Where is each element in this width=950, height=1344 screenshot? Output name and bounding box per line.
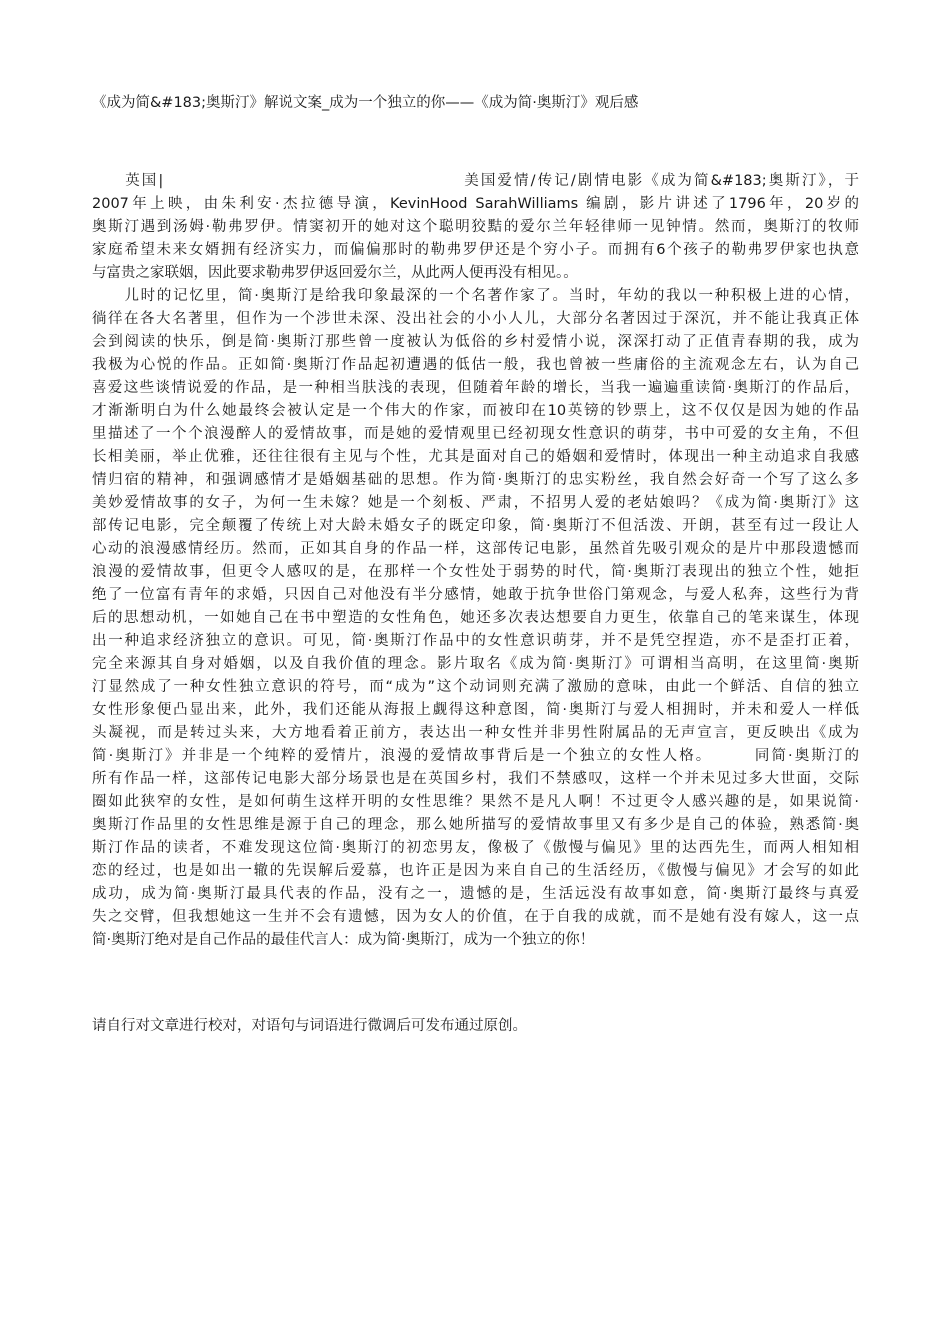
article-line: 长相美丽，举止优雅，还往往很有主见与个性，尤其是面对自己的婚姻和爱情时，体现出一种主动追求自我感	[92, 449, 859, 465]
article-line: 我极为心悦的作品。正如简·奥斯汀作品起初遭遇的低估一般，我也曾被一些庸俗的主流观念左右，认为自己	[92, 357, 859, 373]
article-line: 奥斯汀遇到汤姆·勒弗罗伊。情窦初开的她对这个聪明狡黠的爱尔兰年轻律师一见钟情。然而，奥斯汀的牧师	[92, 219, 859, 235]
article-line: 奥斯汀作品里的女性思维是源于自己的理念，那么她所描写的爱情故事里又有多少是自己的体验，熟悉简·奥	[92, 817, 859, 833]
article-line: 完全来源其自身对婚姻，以及自我价值的理念。影片取名《成为简·奥斯汀》可谓相当高明，在这里简·奥斯	[92, 656, 859, 672]
article-line: 成功，成为简·奥斯汀最具代表的作品，没有之一，遗憾的是，生活远没有故事如意，简·奥斯汀最终与真爱	[92, 886, 859, 902]
article-line: 情归宿的精神，和强调感情才是婚姻基础的思想。作为简·奥斯汀的忠实粉丝，我自然会好奇一个写了这么多	[92, 472, 859, 488]
article-line: 家庭希望未来女婿拥有经济实力，而偏偏那时的勒弗罗伊还是个穷小子。而拥有6个孩子的勒弗罗伊家也执意	[92, 242, 859, 258]
article-line: 喜爱这些谈情说爱的作品，是一种相当肤浅的表现，但随着年龄的增长，当我一遍遍重读简·奥斯汀的作品后，	[92, 380, 859, 396]
article-line: 心动的浪漫感情经历。然而，正如其自身的作品一样，这部传记电影，虽然首先吸引观众的是片中那段遗憾而	[92, 541, 859, 557]
article-line: 恋的经过，也是如出一辙的先误解后爱慕，也许正是因为来自自己的生活经历，《傲慢与偏见》才会写的如此	[92, 863, 859, 879]
document-title: 《成为简&#183;奥斯汀》解说文案_成为一个独立的你——《成为简·奥斯汀》观后感	[92, 95, 639, 111]
article-line: 绝了一位富有青年的求婚，只因自己对他没有半分感情，她敢于抗争世俗门第观念，与爱人私奔，这些行为背	[92, 587, 859, 603]
article-line: 出一种追求经济独立的意识。可见，简·奥斯汀作品中的女性意识萌芽，并不是凭空捏造，亦不是歪打正着，	[92, 633, 859, 649]
article-body	[92, 170, 859, 952]
article-line: 头凝视，而是转过头来，大方地看着正前方，表达出一种女性并非男性附属品的无声宣言，更反映出《成为	[92, 725, 859, 741]
article-line: 斯汀作品的读者，不难发现这位简·奥斯汀的初恋男友，像极了《傲慢与偏见》里的达西先生，而两人相知相	[92, 840, 859, 856]
article-line: 徜徉在各大名著里，但作为一个涉世未深、没出社会的小小人儿，大部分名著因过于深沉，并不能让我真正体	[92, 311, 859, 327]
article-line: 失之交臂，但我想她这一生并不会有遗憾，因为女人的价值，在于自我的成就，而不是她有没有嫁人，这一点	[92, 909, 859, 925]
article-line: 简·奥斯汀》并非是一个纯粹的爱情片，浪漫的爱情故事背后是一个独立的女性人格。 同简·奥斯汀的	[92, 748, 859, 764]
article-line: 所有作品一样，这部传记电影大部分场景也是在英国乡村，我们不禁感叹，这样一个并未见过多大世面，交际	[92, 771, 859, 787]
article-line: 美妙爱情故事的女子，为何一生未嫁？她是一个刻板、严肃，不招男人爱的老姑娘吗？《成为简·奥斯汀》这	[92, 495, 859, 511]
article-line: 简·奥斯汀绝对是自己作品的最佳代言人：成为简·奥斯汀，成为一个独立的你！	[92, 932, 595, 948]
article-line: 部传记电影，完全颠覆了传统上对大龄未婚女子的既定印象，简·奥斯汀不但活泼、开朗，甚至有过一段让人	[92, 518, 859, 534]
article-line: 2007年上映，由朱利安·杰拉德导演，KevinHood SarahWilliams 编剧，影片讲述了1796年，20岁的	[92, 196, 859, 212]
article-line: 会到阅读的快乐，倒是简·奥斯汀那些曾一度被认为低俗的乡村爱情小说，深深打动了正值青春期的我，成为	[92, 334, 859, 350]
article-line: 后的思想动机，一如她自己在书中塑造的女性角色，她还多次表达想要自力更生，依靠自己的笔来谋生，体现	[92, 610, 859, 626]
article-line: 与富贵之家联姻，因此要求勒弗罗伊返回爱尔兰，从此两人便再没有相见。。	[92, 265, 578, 281]
footer-note: 请自行对文章进行校对，对语句与词语进行微调后可发布通过原创。	[92, 1018, 527, 1034]
article-line: 才渐渐明白为什么她最终会被认定是一个伟大的作家，而被印在10英镑的钞票上，这不仅仅是因为她的作品	[92, 403, 859, 419]
article-line: 里描述了一个个浪漫醉人的爱情故事，而是她的爱情观里已经初现女性意识的萌芽，书中可爱的女主角，不但	[92, 426, 859, 442]
article-line: 英国| 美国爱情/传记/剧情电影《成为简&#183;奥斯汀》，于	[92, 173, 859, 189]
article-line: 女性形象便凸显出来，此外，我们还能从海报上觑得这种意图，简·奥斯汀与爱人相拥时，并未和爱人一样低	[92, 702, 859, 718]
article-line: 汀显然成了一种女性独立意识的符号，而“成为”这个动词则充满了激励的意味，由此一个鲜活、自信的独立	[92, 679, 859, 695]
article-line: 浪漫的爱情故事，但更令人感叹的是，在那样一个女性处于弱势的时代，简·奥斯汀表现出的独立个性，她拒	[92, 564, 859, 580]
article-line: 儿时的记忆里，简·奥斯汀是给我印象最深的一个名著作家了。当时，年幼的我以一种积极上进的心情，	[92, 288, 859, 304]
article-line: 圈如此狭窄的女性，是如何萌生这样开明的女性思维？果然不是凡人啊！不过更令人感兴趣的是，如果说简·	[92, 794, 859, 810]
